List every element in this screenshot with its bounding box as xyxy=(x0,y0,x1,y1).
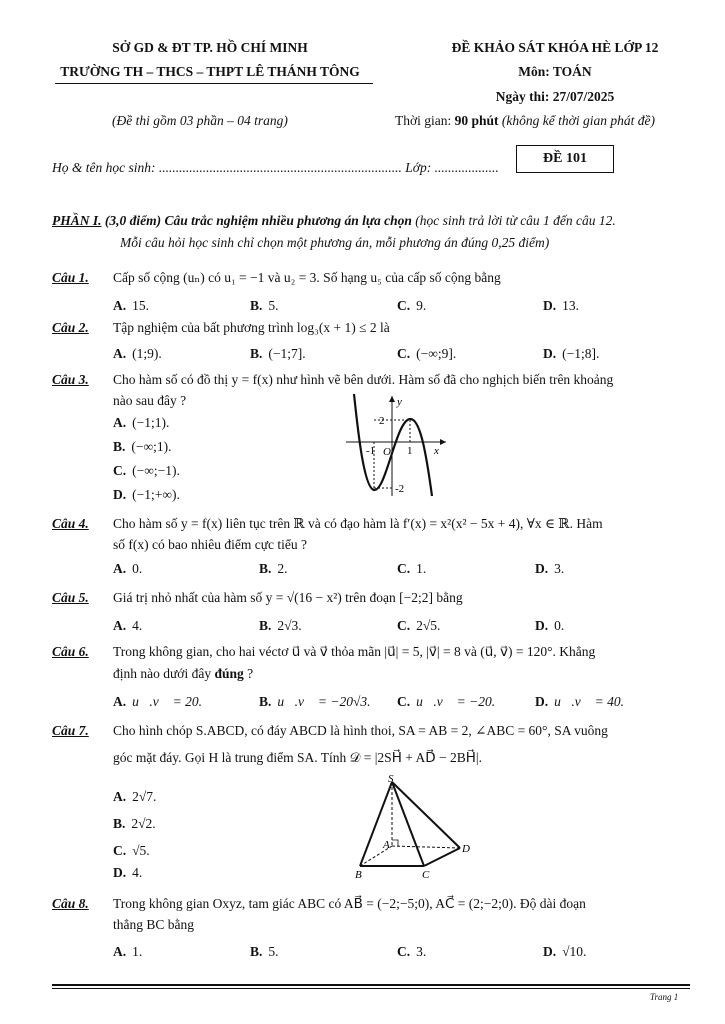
vertex-s: S xyxy=(388,774,394,785)
origin-label: O xyxy=(383,446,391,458)
opt-text: 2√7. xyxy=(132,789,157,804)
part1-heading xyxy=(52,213,616,229)
part1-points: (3,0 điểm) Câu trắc nghiệm nhiều phương án lựa chọn xyxy=(101,213,412,228)
x-label: x xyxy=(434,445,439,457)
q6-text2-bold: đúng xyxy=(214,666,244,681)
opt-label: A. xyxy=(113,694,127,709)
opt-text: 0. xyxy=(132,561,143,576)
q7-text2: góc mặt đáy. Gọi H là trung điểm SA. Tính 𝒟 = |2SH⃗ + AD⃗ − 2BH⃗|. xyxy=(113,750,482,765)
edge-sc xyxy=(392,782,424,866)
opt-label: C. xyxy=(397,694,411,709)
opt-label: C. xyxy=(113,463,127,478)
opt-text: 2. xyxy=(277,561,288,576)
opt-text: (−1;1). xyxy=(132,415,170,430)
q5-option-d[interactable] xyxy=(535,618,564,634)
edge-sb xyxy=(360,782,392,866)
opt-label: D. xyxy=(543,944,557,959)
part1-title: PHẦN I. xyxy=(52,213,102,228)
opt-text: (−∞;1). xyxy=(131,439,172,454)
edge-ad xyxy=(392,846,460,848)
q1-option-a[interactable] xyxy=(113,298,149,314)
opt-label: C. xyxy=(397,346,411,361)
q1-option-c[interactable] xyxy=(397,298,426,314)
exam-date: Ngày thi: 27/07/2025 xyxy=(495,89,615,104)
edge-cd xyxy=(424,848,460,866)
opt-text: (1;9). xyxy=(132,346,162,361)
q3-text2: nào sau đây ? xyxy=(113,393,187,408)
opt-label: A. xyxy=(113,944,127,959)
opt-label: C. xyxy=(397,298,411,313)
q6-text2a: định nào dưới đây xyxy=(113,666,215,681)
vertex-d: D xyxy=(462,843,470,855)
opt-text: u⃗.v⃗ = 20. xyxy=(132,694,202,709)
q2-text: Tập nghiệm của bất phương trình log₃(x + 1) ≤ 2 là xyxy=(113,320,390,335)
q8-option-b[interactable] xyxy=(250,944,279,960)
q8-option-d[interactable] xyxy=(543,944,586,960)
opt-text: 2√5. xyxy=(416,618,441,633)
q3-function-graph xyxy=(340,392,450,500)
opt-label: C. xyxy=(397,618,411,633)
q3-option-b[interactable] xyxy=(113,439,172,455)
opt-label: B. xyxy=(113,439,126,454)
opt-text: 1. xyxy=(416,561,427,576)
opt-label: A. xyxy=(113,618,127,633)
opt-label: B. xyxy=(250,944,263,959)
q6-text2 xyxy=(113,666,253,682)
exam-code-box: ĐỀ 101 xyxy=(516,145,614,173)
q7-option-c[interactable] xyxy=(113,843,150,859)
q1-text: Cấp số cộng (uₙ) có u₁ = −1 và u₂ = 3. Số hạng u₅ của cấp số cộng bằng xyxy=(113,270,501,285)
q6-option-a[interactable] xyxy=(113,694,202,710)
opt-text: √10. xyxy=(562,944,587,959)
q8-option-a[interactable] xyxy=(113,944,142,960)
q4-option-b[interactable] xyxy=(259,561,288,577)
q6-text1: Trong không gian, cho hai véctơ u⃗ và v⃗ thỏa mãn |u⃗| = 5, |v⃗| = 8 và (u⃗, v⃗) = 120°. Khẳng xyxy=(113,644,596,659)
opt-label: A. xyxy=(113,346,127,361)
opt-label: A. xyxy=(113,298,127,313)
opt-label: C. xyxy=(397,944,411,959)
opt-text: (−∞;−1). xyxy=(132,463,180,478)
time-note: (không kể thời gian phát đề) xyxy=(498,113,655,128)
q3-option-c[interactable] xyxy=(113,463,180,479)
q6-option-b[interactable] xyxy=(259,694,371,710)
opt-label: B. xyxy=(250,346,263,361)
q4-text1: Cho hàm số y = f(x) liên tục trên ℝ và có đạo hàm là f′(x) = x²(x² − 5x + 4), ∀x ∈ ℝ. Hàm xyxy=(113,516,603,531)
q1-option-d[interactable] xyxy=(543,298,579,314)
opt-text: 9. xyxy=(416,298,427,313)
q6-option-d[interactable] xyxy=(535,694,624,710)
opt-text: 5. xyxy=(268,944,279,959)
opt-label: D. xyxy=(543,298,557,313)
exam-title: ĐỀ KHẢO SÁT KHÓA HÈ LỚP 12 xyxy=(451,40,659,55)
edge-sd xyxy=(392,782,460,848)
tick-minus1: -1 xyxy=(366,445,376,457)
q6-option-c[interactable] xyxy=(397,694,495,710)
q3-option-a[interactable] xyxy=(113,415,169,431)
time-value: 90 phút xyxy=(454,113,499,128)
school-underline xyxy=(55,83,373,84)
opt-text: 0. xyxy=(554,618,565,633)
opt-label: B. xyxy=(250,298,263,313)
subject: Môn: TOÁN xyxy=(518,64,592,79)
q8-text2: thẳng BC bằng xyxy=(113,917,194,932)
q1-option-b[interactable] xyxy=(250,298,279,314)
opt-text: (−1;7]. xyxy=(268,346,306,361)
q3-label: Câu 3. xyxy=(52,372,89,387)
opt-label: D. xyxy=(535,618,549,633)
q4-option-d[interactable] xyxy=(535,561,564,577)
tick-minus2: -2 xyxy=(395,483,405,495)
opt-label: B. xyxy=(259,618,272,633)
q6-text2c: ? xyxy=(243,666,254,681)
q7-option-a[interactable] xyxy=(113,789,156,805)
opt-label: C. xyxy=(113,843,127,858)
q8-label: Câu 8. xyxy=(52,896,89,911)
opt-label: A. xyxy=(113,415,127,430)
q7-label: Câu 7. xyxy=(52,723,89,738)
q3-text1: Cho hàm số có đồ thị y = f(x) như hình vẽ bên dưới. Hàm số đã cho nghịch biến trên khoảng xyxy=(113,372,614,387)
pages-note: (Đề thi gồm 03 phần – 04 trang) xyxy=(112,113,288,128)
opt-text: 1. xyxy=(132,944,143,959)
opt-label: D. xyxy=(535,694,549,709)
right-angle-mark xyxy=(392,840,398,846)
q7-text1: Cho hình chóp S.ABCD, có đáy ABCD là hình thoi, SA = AB = 2, ∠ABC = 60°, SA vuông xyxy=(113,723,608,738)
opt-label: B. xyxy=(259,561,272,576)
q1-label: Câu 1. xyxy=(52,270,89,285)
school-name: TRƯỜNG TH – THCS – THPT LÊ THÁNH TÔNG xyxy=(60,64,360,79)
opt-text: 2√2. xyxy=(131,816,156,831)
q8-text1: Trong không gian Oxyz, tam giác ABC có AB⃗ = (−2;−5;0), AC⃗ = (2;−2;0). Độ dài đoạn xyxy=(113,896,586,911)
opt-text: u⃗.v⃗ = 40. xyxy=(554,694,624,709)
q7-option-d[interactable] xyxy=(113,865,142,881)
q4-text2: số f(x) có bao nhiêu điểm cực tiểu ? xyxy=(113,537,307,552)
q5-option-b[interactable] xyxy=(259,618,302,634)
q4-option-a[interactable] xyxy=(113,561,142,577)
q7-option-b[interactable] xyxy=(113,816,156,832)
opt-text: √5. xyxy=(132,843,150,858)
q2-option-a[interactable] xyxy=(113,346,162,362)
opt-label: A. xyxy=(113,561,127,576)
q2-label: Câu 2. xyxy=(52,320,89,335)
opt-text: (−1;8]. xyxy=(562,346,600,361)
vertex-a: A xyxy=(383,839,390,851)
opt-label: B. xyxy=(259,694,272,709)
q4-label: Câu 4. xyxy=(52,516,89,531)
student-info-line: Họ & tên học sinh: ........................................................................ Lớp: ................... xyxy=(52,160,499,175)
opt-text: 4. xyxy=(132,618,143,633)
q2-option-c[interactable] xyxy=(397,346,456,362)
opt-text: 3. xyxy=(416,944,427,959)
q6-label: Câu 6. xyxy=(52,644,89,659)
x-axis-arrow xyxy=(440,439,446,445)
time-prefix: Thời gian: xyxy=(395,113,455,128)
q2-option-b[interactable] xyxy=(250,346,306,362)
q8-option-c[interactable] xyxy=(397,944,426,960)
q5-option-a[interactable] xyxy=(113,618,142,634)
part1-note2: Mỗi câu hỏi học sinh chỉ chọn một phương án, mỗi phương án đúng 0,25 điểm) xyxy=(120,235,550,250)
tick-2: 2 xyxy=(379,415,385,427)
q2-option-d[interactable] xyxy=(543,346,599,362)
q5-text: Giá trị nhỏ nhất của hàm số y = √(16 − x²) trên đoạn [−2;2] bằng xyxy=(113,590,463,605)
page-number: Trang 1 xyxy=(650,992,679,1002)
time-line xyxy=(395,113,655,129)
opt-text: u⃗.v⃗ = −20. xyxy=(416,694,496,709)
vertex-b: B xyxy=(355,869,362,880)
q3-option-d[interactable] xyxy=(113,487,180,503)
opt-text: (−1;+∞). xyxy=(132,487,180,502)
part1-note1: (học sinh trả lời từ câu 1 đến câu 12. xyxy=(411,213,616,228)
footer-rule-thick xyxy=(52,984,690,986)
opt-label: C. xyxy=(397,561,411,576)
opt-text: 2√3. xyxy=(277,618,302,633)
opt-text: 5. xyxy=(268,298,279,313)
opt-text: 15. xyxy=(132,298,149,313)
opt-text: 3. xyxy=(554,561,565,576)
q5-label: Câu 5. xyxy=(52,590,89,605)
opt-label: D. xyxy=(113,865,127,880)
q5-option-c[interactable] xyxy=(397,618,440,634)
opt-label: D. xyxy=(113,487,127,502)
footer-rule-thin xyxy=(52,988,690,989)
opt-text: (−∞;9]. xyxy=(416,346,457,361)
opt-label: A. xyxy=(113,789,127,804)
opt-text: u⃗.v⃗ = −20√3. xyxy=(277,694,371,709)
opt-label: B. xyxy=(113,816,126,831)
y-axis-arrow xyxy=(389,396,395,402)
q7-pyramid-figure xyxy=(352,774,477,880)
y-label: y xyxy=(397,396,402,408)
department-name: SỞ GD & ĐT TP. HỒ CHÍ MINH xyxy=(112,40,308,55)
tick-1: 1 xyxy=(407,445,413,457)
vertex-c: C xyxy=(422,869,430,880)
q4-option-c[interactable] xyxy=(397,561,426,577)
opt-label: D. xyxy=(535,561,549,576)
opt-text: 13. xyxy=(562,298,579,313)
opt-text: 4. xyxy=(132,865,143,880)
opt-label: D. xyxy=(543,346,557,361)
